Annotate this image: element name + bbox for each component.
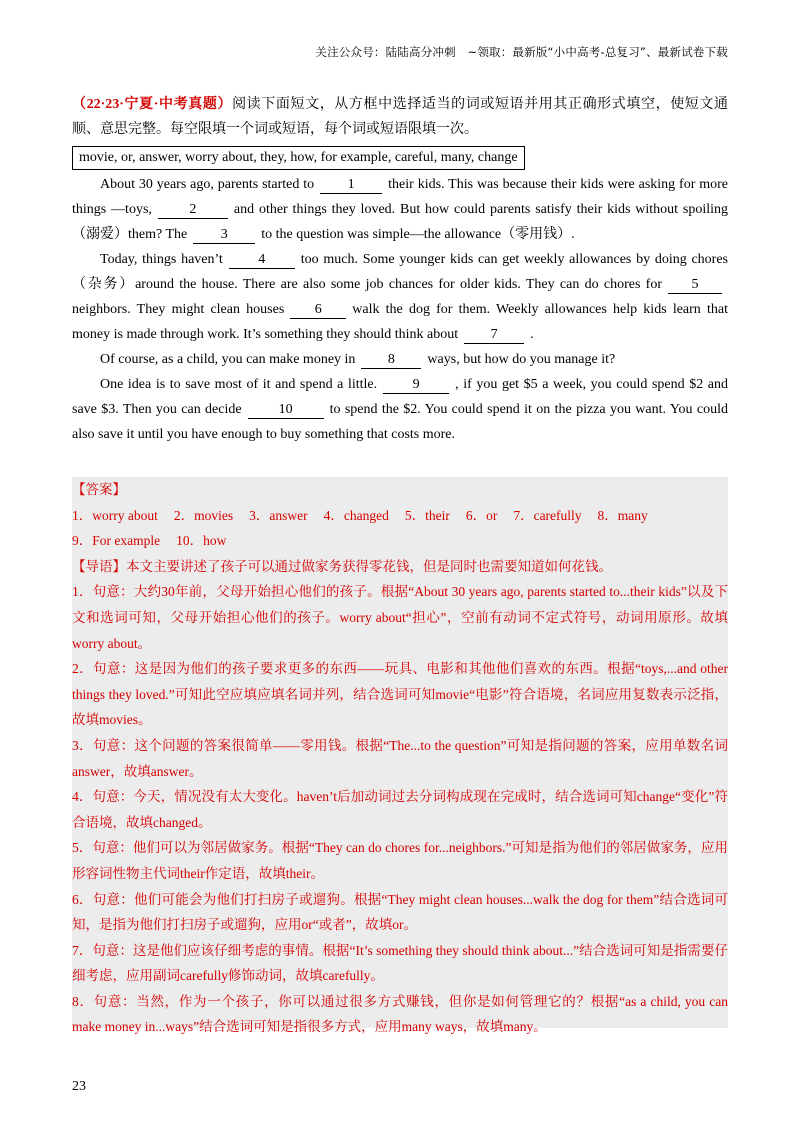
answer-item: 3．answer <box>249 507 308 523</box>
passage-text: walk the dog for them. Weekly allowances help kids learn that money is made through work. It’s something they should think about <box>72 302 728 342</box>
passage-text: Of course, as a child, you can make money in <box>100 352 356 367</box>
blank-3: 3 <box>193 227 255 244</box>
passage-text: About 30 years ago, parents started to <box>100 177 315 192</box>
passage-text: too much. Some younger kids can get weekly allowances by doing chores（杂务）around the house. There are also some job chances for older kids. They can do chores for <box>72 252 728 292</box>
blank-6: 6 <box>290 302 346 319</box>
passage-text: . <box>530 327 534 342</box>
explanation-5: 5．句意：他们可以为邻居做家务。根据“They can do chores for...neighbors.”可知是指为他们的邻居做家务，应用形容词性物主代词their作定语，故填their。 <box>72 840 728 881</box>
passage-text: Today, things haven’t <box>100 252 223 267</box>
passage-paragraph-2 <box>72 247 728 347</box>
answer-item: 6．or <box>465 507 498 523</box>
blank-9: 9 <box>383 377 449 394</box>
question-source: （22·23·宁夏·中考真题） <box>72 97 233 112</box>
answer-item: 9．For example <box>72 533 161 549</box>
guide-paragraph <box>72 554 728 580</box>
blank-4: 4 <box>229 252 295 269</box>
answer-item: 7．carefully <box>513 507 582 523</box>
passage-paragraph-3 <box>72 347 728 372</box>
passage-paragraph-1 <box>72 172 728 247</box>
blank-2: 2 <box>158 202 228 219</box>
blank-10: 10 <box>248 402 324 419</box>
explanation-7: 7．句意：这是他们应该仔细考虑的事情。根据“It’s something they should think about...”结合选词可知是指需要仔细考虑，应用副词carefully修饰动词，故填carefully。 <box>72 942 728 984</box>
answer-item: 4．changed <box>323 507 389 523</box>
passage-text: to the question was simple—the allowance（零用钱）. <box>261 227 575 242</box>
passage-paragraph-4 <box>72 372 728 447</box>
question-instruction: 阅读下面短文，从方框中选择适当的词或短语并用其正确形式填空，使短文通顺、意思完整。每空限填一个词或短语，每个词或短语限填一次。 <box>72 97 729 137</box>
page-number: 23 <box>72 1079 86 1094</box>
passage-text: neighbors. They might clean houses <box>72 302 285 317</box>
passage-text: to spend the $2. You could spend it on the pizza you want. You could also save it until you have enough to buy something that costs more. <box>72 402 728 442</box>
explanation-4: 4．句意：今天，情况没有太大变化。haven’t后加动词过去分词构成现在完成时，结合选词可知change“变化”符合语境，故填changed。 <box>72 789 728 830</box>
blank-1: 1 <box>320 177 382 194</box>
passage-text: their kids. This was because their kids were asking for more things —toys, <box>72 177 729 217</box>
answer-item: 5．their <box>404 507 450 523</box>
blank-7: 7 <box>464 327 524 344</box>
passage-text: One idea is to save most of it and spend a little. <box>100 377 378 392</box>
answer-item: 8．many <box>597 507 648 523</box>
blank-8: 8 <box>361 352 421 369</box>
passage-text: , if you get $5 a week, you could spend $2 and save $3. Then you can decide <box>72 377 728 417</box>
answer-panel <box>72 477 728 1035</box>
explanation-2: 2．句意：这是因为他们的孩子要求更多的东西——玩具、电影和其他他们喜欢的东西。根据“toys,...and other things they loved.”可知此空应填应填名词并列，结合选词可知movie“电影”符合语境，名词应用复数表示泛指，故填movies。 <box>72 661 728 728</box>
guide-text: 本文主要讲述了孩子可以通过做家务获得零花钱，但是同时也需要知道如何花钱。 <box>126 558 612 574</box>
answer-list <box>72 503 728 554</box>
question-intro <box>72 92 728 142</box>
explanation-6: 6．句意：他们可能会为他们打扫房子或遛狗。根据“They might clean houses...walk the dog for them”结合选词可知，是指为他们打扫房子或遛狗，应用or“或者”，故填or。 <box>72 891 728 933</box>
passage-text: ways, but how do you manage it? <box>427 352 616 367</box>
answer-item: 1．worry about <box>72 507 158 523</box>
answer-item: 2．movies <box>173 507 234 523</box>
passage-text: and other things they loved. But how could parents satisfy their kids without spoiling（溺爱）them? The <box>72 202 728 242</box>
page-header: 关注公众号：陆陆高分冲刺 ~领取：最新版“小中高考-总复习”、最新试卷下载 <box>315 45 728 59</box>
word-box: movie, or, answer, worry about, they, how, for example, careful, many, change <box>72 146 525 170</box>
question-block <box>72 92 728 447</box>
answer-item: 10．how <box>176 533 227 549</box>
blank-5: 5 <box>668 277 722 294</box>
answer-title: 【答案】 <box>72 482 126 497</box>
explanation-3: 3．句意：这个问题的答案很简单——零用钱。根据“The...to the question”可知是指问题的答案，应用单数名词answer，故填answer。 <box>72 737 728 779</box>
explanation-1: 1．句意：大约30年前，父母开始担心他们的孩子。根据“About 30 years ago, parents started to...their kids”以及下文和选词可知，父母开始担心他们的孩子。worry about“担心”，空前有动词不定式符号，动词用原形。故填worry about。 <box>72 584 728 651</box>
explanation-8: 8．句意：当然，作为一个孩子，你可以通过很多方式赚钱，但你是如何管理它的？根据“as a child, you can make money in...ways”结合选词可知是指很多方式，应用many ways，故填many。 <box>72 993 728 1035</box>
guide-title: 【导语】 <box>72 558 126 574</box>
